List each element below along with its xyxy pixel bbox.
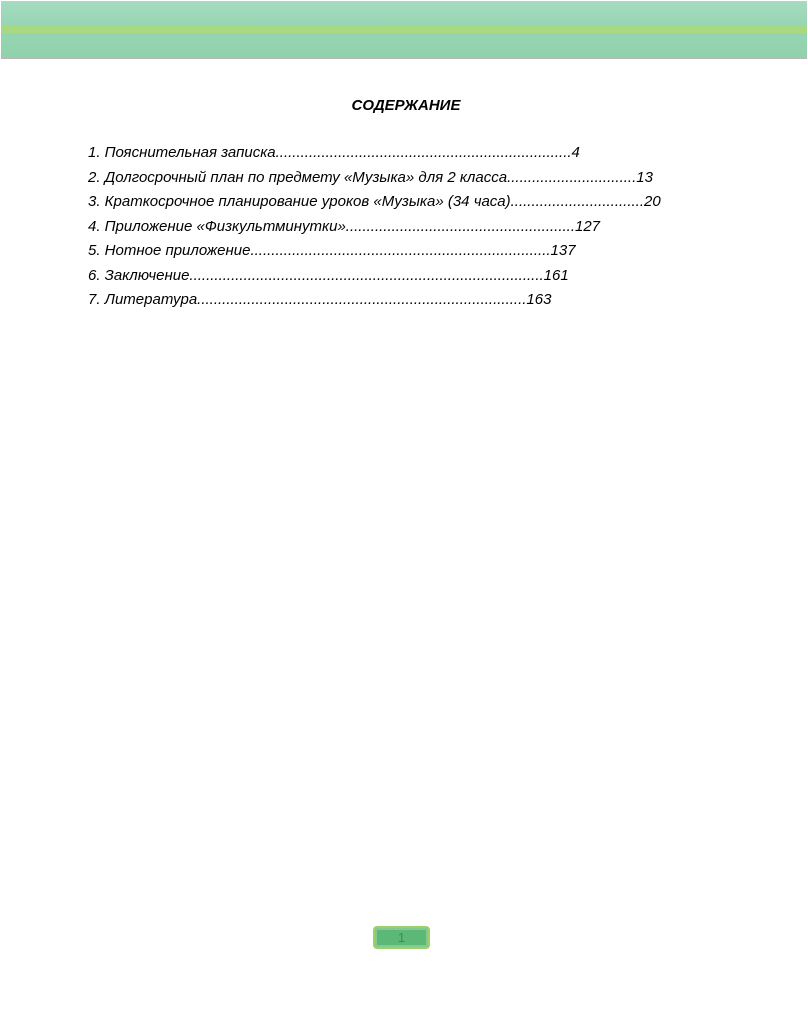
toc-entry-6: 6. Заключение.....................................................................................161 (88, 266, 569, 284)
table-of-contents (88, 141, 661, 313)
page-header-band (1, 1, 807, 59)
page-title: СОДЕРЖАНИЕ (351, 97, 461, 114)
toc-entry-5: 5. Нотное приложение........................................................................137 (88, 242, 576, 259)
header-stripe (1, 26, 807, 33)
toc-entry-3: 3. Краткосрочное планирование уроков «Музыка» (34 часа)................................20 (88, 193, 661, 210)
toc-entry-4: 4. Приложение «Физкультминутки».......................................................127 (88, 217, 601, 235)
toc-entry-7: 7. Литература...............................................................................163 (88, 291, 552, 308)
toc-entry-1: 1. Пояснительная записка.......................................................................4 (88, 144, 580, 161)
page-number-badge: 1 (373, 926, 430, 949)
toc-entry-2: 2. Долгосрочный план по предмету «Музыка» для 2 класса...............................13 (88, 168, 653, 186)
